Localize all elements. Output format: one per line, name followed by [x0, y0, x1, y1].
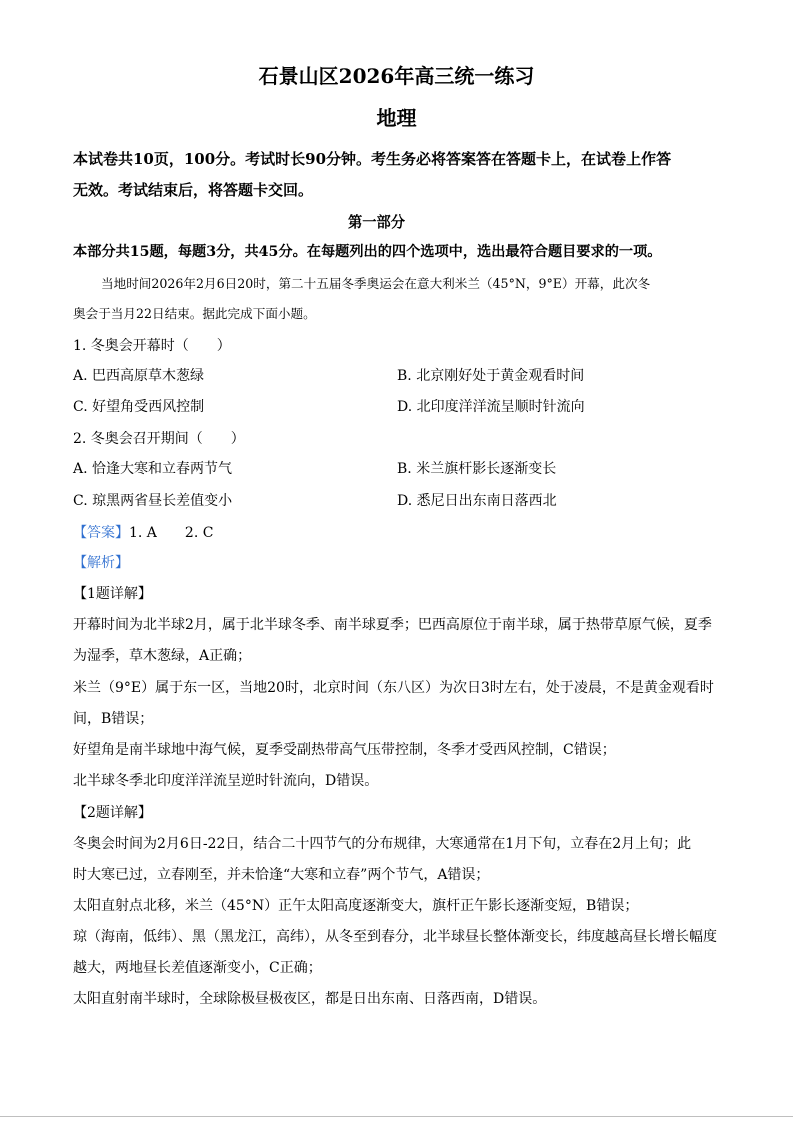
detail-1-line-4: 间，B错误；: [73, 711, 154, 727]
question-1-option-a: A. 巴西高原草木葱绿: [73, 368, 205, 384]
detail-2-line-1: 冬奥会时间为2月6日-22日，结合二十四节气的分布规律，大寒通常在1月下旬，立春在2月上旬；此: [73, 836, 692, 852]
question-1-option-c: C. 好望角受西风控制: [73, 399, 205, 415]
detail-2-line-4: 琼（海南，低纬）、黑（黑龙江，高纬），从冬至到春分，北半球昼长整体渐变长，纬度越高昼长增长幅度: [73, 929, 717, 945]
question-2-option-c: C. 琼黑两省昼长差值变小: [73, 493, 233, 509]
question-2-stem: 2. 冬奥会召开期间（ ）: [73, 431, 245, 447]
instructions-line-2: 无效。考试结束后，将答题卡交回。: [73, 181, 314, 199]
question-2-option-d: D. 悉尼日出东南日落西北: [397, 493, 557, 509]
question-1-stem: 1. 冬奥会开幕时（ ）: [73, 338, 231, 354]
part-heading: 第一部分: [348, 213, 406, 231]
detail-1-line-1: 开幕时间为北半球2月，属于北半球冬季、南半球夏季；巴西高原位于南半球，属于热带草原气候，夏季: [73, 617, 712, 633]
answer-line: [73, 523, 213, 543]
detail-1-line-6: 北半球冬季北印度洋洋流呈逆时针流向，D错误。: [73, 773, 379, 789]
detail-2-heading: 【2题详解】: [73, 805, 152, 821]
detail-2-line-6: 太阳直射南半球时，全球除极昼极夜区，都是日出东南、日落西南，D错误。: [73, 991, 547, 1007]
passage-line-1: 当地时间2026年2月6日20时，第二十五届冬季奥运会在意大利米兰（45°N，9°E）开幕，此次冬: [101, 276, 651, 291]
part-description: 本部分共15题，每题3分，共45分。在每题列出的四个选项中，选出最符合题目要求的一项。: [73, 244, 662, 260]
detail-2-line-5: 越大，两地昼长差值逐渐变小，C正确；: [73, 960, 322, 976]
detail-2-line-3: 太阳直射点北移，米兰（45°N）正午太阳高度逐渐变大，旗杆正午影长逐渐变短，B错误；: [73, 898, 639, 914]
question-1-option-b: B. 北京刚好处于黄金观看时间: [397, 368, 585, 384]
question-2-option-a: A. 恰逢大寒和立春两节气: [73, 461, 233, 477]
detail-1-line-3: 米兰（9°E）属于东一区，当地20时，北京时间（东八区）为次日3时左右，处于凌晨，不是黄金观看时: [73, 680, 714, 696]
detail-1-line-5: 好望角是南半球地中海气候，夏季受副热带高气压带控制，冬季才受西风控制，C错误；: [73, 742, 616, 758]
answer-label: 【答案】: [73, 525, 129, 541]
answer-text: 1. A 2. C: [129, 525, 214, 541]
instructions-line-1: 本试卷共10页，100分。考试时长90分钟。考生务必将答案答在答题卡上，在试卷上作答: [73, 150, 672, 168]
detail-1-heading: 【1题详解】: [73, 586, 152, 602]
page-bottom-divider: [0, 1116, 793, 1117]
exam-title: 石景山区2026年高三统一练习: [258, 64, 535, 88]
analysis-label: 【解析】: [73, 555, 129, 571]
detail-2-line-2: 时大寒已过，立春刚至，并未恰逢“大寒和立春”两个节气，A错误；: [73, 867, 490, 883]
subject-title: 地理: [376, 106, 417, 130]
question-1-option-d: D. 北印度洋洋流呈顺时针流向: [397, 399, 585, 415]
passage-line-2: 奥会于当月22日结束。据此完成下面小题。: [73, 306, 316, 321]
detail-1-line-2: 为湿季，草木葱绿，A正确；: [73, 648, 252, 664]
question-2-option-b: B. 米兰旗杆影长逐渐变长: [397, 461, 557, 477]
